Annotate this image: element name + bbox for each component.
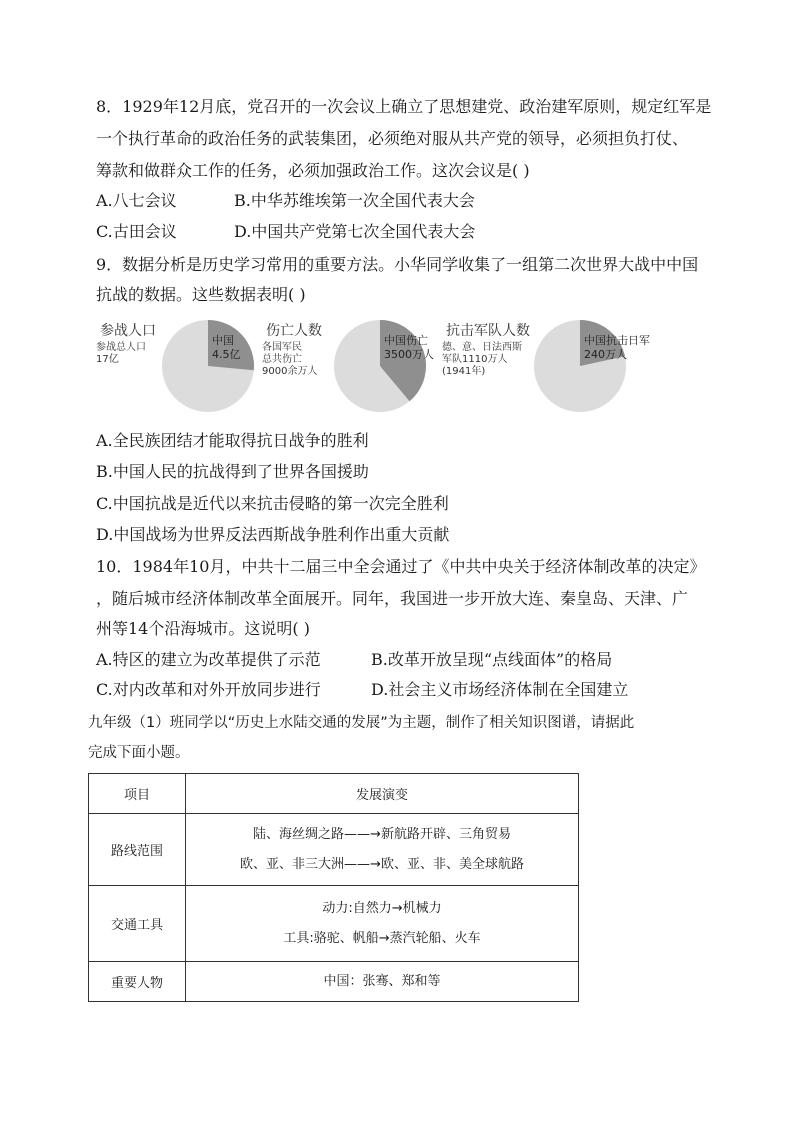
pie-svg [320,318,440,414]
q10-stem-line-2: ，随后城市经济体制改革全面展开。同年，我国进一步开放大连、秦皇岛、天津、广 [96,589,689,608]
chart-note: 德、意、日法西斯 军队1110万人 (1941年) [442,342,522,377]
row-content-line: 动力:自然力→机械力 [322,900,442,916]
row-content [186,962,579,1002]
q9-option-b: B.中国人民的抗战得到了世界各国援助 [96,462,369,481]
intro-line-2: 完成下面小题。 [88,745,190,761]
q9-pie-charts [96,318,696,418]
row-label: 重要人物 [89,962,186,1002]
table-header-row [89,774,579,814]
q10-option-c: C.对内改革和对外开放同步进行 [96,680,321,699]
q8-stem-line-3: 筹款和做群众工作的任务，必须加强政治工作。这次会议是( ) [96,161,530,180]
table-header-cell: 项目 [89,774,186,814]
row-content [186,814,579,886]
chart-note: 参战总人口 17亿 [96,342,146,365]
row-content-line: 陆、海丝绸之路——→新航路开辟、三角贸易 [253,826,511,842]
intro-line-1: 九年级（1）班同学以“历史上水陆交通的发展”为主题，制作了相关知识图谱，请据此 [88,715,635,731]
q10-stem-line-3: 州等14个沿海城市。这说明( ) [96,619,310,638]
chart-title: 抗击军队人数 [446,323,530,339]
row-content-line: 中国：张骞、郑和等 [323,973,441,989]
pie-svg [520,318,650,414]
chart-title: 伤亡人数 [266,323,322,339]
table-row [89,814,579,886]
q10-option-a: A.特区的建立为改革提供了示范 [96,650,321,669]
table-header-cell: 发展演变 [186,774,579,814]
row-content-line: 欧、亚、非三大洲——→欧、亚、非、美全球航路 [240,856,524,872]
pie-slice-label: 中国伤亡 3500万人 [384,334,434,361]
knowledge-table [88,773,579,1002]
chart-note: 各国军民 总共伤亡 9000余万人 [262,342,318,377]
table-row [89,886,579,962]
q8-stem-line-1: 8．1929年12月底，党召开的一次会议上确立了思想建党、政治建军原则，规定红军是 [96,97,712,116]
row-content-line: 工具:骆驼、帆船→蒸汽轮船、火车 [283,930,481,946]
q9-stem-line-2: 抗战的数据。这些数据表明( ) [96,285,306,304]
pie-svg [148,318,268,414]
q10-option-d: D.社会主义市场经济体制在全国建立 [371,680,629,699]
row-content [186,886,579,962]
q8-option-d: D.中国共产党第七次全国代表大会 [234,222,476,241]
q10-option-b: B.改革开放呈现“点线面体”的格局 [371,650,613,669]
q9-stem-line-1: 9．数据分析是历史学习常用的重要方法。小华同学收集了一组第二次世界大战中中国 [96,255,699,274]
q9-option-a: A.全民族团结才能取得抗日战争的胜利 [96,431,369,450]
q8-option-b: B.中华苏维埃第一次全国代表大会 [234,191,475,210]
q8-stem-line-2: 一个执行革命的政治任务的武装集团，必须绝对服从共产党的领导，必须担负打仗、 [96,129,689,148]
q10-stem-line-1: 10．1984年10月，中共十二届三中全会通过了《中共中央关于经济体制改革的决定》 [96,557,706,576]
q8-option-c: C.古田会议 [96,222,177,241]
pie-slice-label: 中国抗击日军 240万人 [584,334,650,361]
chart-title: 参战人口 [100,323,156,339]
q9-option-d: D.中国战场为世界反法西斯战争胜利作出重大贡献 [96,525,450,544]
q9-option-c: C.中国抗战是近代以来抗击侵略的第一次完全胜利 [96,494,449,513]
pie-chart-casualties [262,318,462,414]
pie-slice-label: 中国 4.5亿 [212,334,241,361]
pie-chart-troops [442,318,650,414]
table-row [89,962,579,1002]
q8-option-a: A.八七会议 [96,191,177,210]
row-label: 路线范围 [89,814,186,886]
row-label: 交通工具 [89,886,186,962]
